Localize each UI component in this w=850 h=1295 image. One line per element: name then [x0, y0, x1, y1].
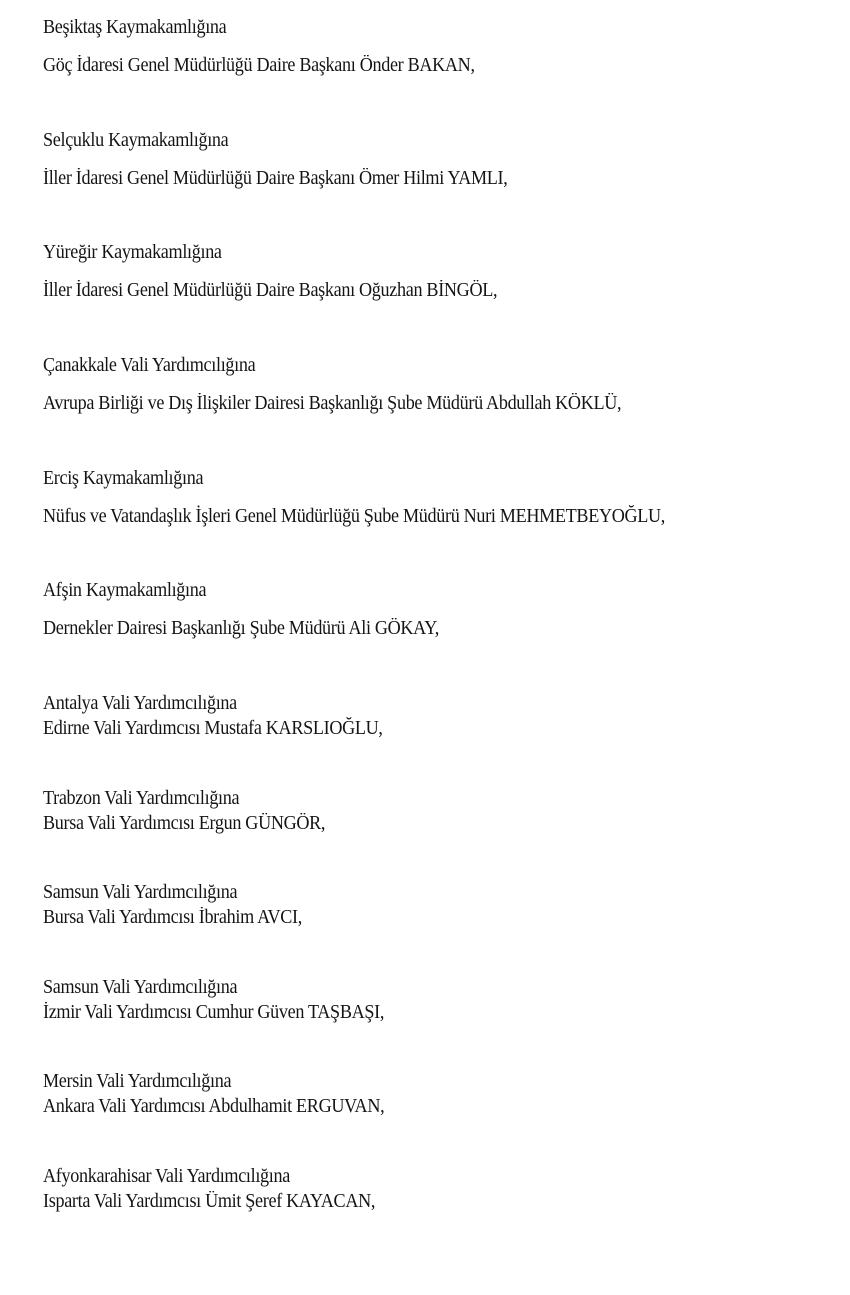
appointment-entry — [43, 129, 833, 242]
appointee-line: Isparta Vali Yardımcısı Ümit Şeref KAYACAN, — [43, 1190, 376, 1212]
appointment-entry — [43, 1165, 833, 1260]
appointment-entry — [43, 241, 833, 354]
appointment-entry — [43, 579, 833, 692]
appointment-entry — [43, 1070, 833, 1165]
appointee-line: İzmir Vali Yardımcısı Cumhur Güven TAŞBAŞI, — [43, 1001, 385, 1023]
appointment-entry — [43, 354, 833, 467]
position-title: Trabzon Vali Yardımcılığına — [43, 787, 240, 809]
position-title: Çanakkale Vali Yardımcılığına — [43, 355, 256, 377]
appointee-line: Dernekler Dairesi Başkanlığı Şube Müdürü Ali GÖKAY, — [43, 618, 439, 640]
position-title: Mersin Vali Yardımcılığına — [43, 1071, 232, 1093]
position-title: Samsun Vali Yardımcılığına — [43, 882, 238, 904]
appointment-entry — [43, 467, 833, 580]
appointee-line: Nüfus ve Vatandaşlık İşleri Genel Müdürlüğü Şube Müdürü Nuri MEHMETBEYOĞLU, — [43, 505, 665, 527]
appointee-line: Göç İdaresi Genel Müdürlüğü Daire Başkanı Önder BAKAN, — [43, 55, 475, 76]
position-title: Antalya Vali Yardımcılığına — [43, 693, 237, 715]
appointment-entry — [43, 16, 833, 129]
position-title: Beşiktaş Kaymakamlığına — [43, 17, 227, 38]
appointee-line: Ankara Vali Yardımcısı Abdulhamit ERGUVAN, — [43, 1096, 385, 1118]
appointment-entry — [43, 881, 833, 976]
position-title: Afyonkarahisar Vali Yardımcılığına — [43, 1165, 290, 1187]
appointee-line: İller İdaresi Genel Müdürlüğü Daire Başkanı Oğuzhan BİNGÖL, — [43, 280, 498, 302]
appointment-list — [43, 16, 833, 1259]
appointee-line: Bursa Vali Yardımcısı İbrahim AVCI, — [43, 907, 302, 929]
appointment-entry — [43, 787, 833, 882]
position-title: Yüreğir Kaymakamlığına — [43, 242, 222, 264]
appointment-entry — [43, 976, 833, 1071]
position-title: Afşin Kaymakamlığına — [43, 580, 207, 602]
appointee-line: Bursa Vali Yardımcısı Ergun GÜNGÖR, — [43, 812, 326, 834]
position-title: Erciş Kaymakamlığına — [43, 467, 204, 489]
position-title: Samsun Vali Yardımcılığına — [43, 976, 238, 998]
appointment-entry — [43, 692, 833, 787]
position-title: Selçuklu Kaymakamlığına — [43, 129, 229, 151]
appointee-line: Edirne Vali Yardımcısı Mustafa KARSLIOĞLU, — [43, 718, 383, 740]
appointee-line: Avrupa Birliği ve Dış İlişkiler Dairesi Başkanlığı Şube Müdürü Abdullah KÖKLÜ, — [43, 393, 622, 415]
appointee-line: İller İdaresi Genel Müdürlüğü Daire Başkanı Ömer Hilmi YAMLI, — [43, 167, 508, 189]
